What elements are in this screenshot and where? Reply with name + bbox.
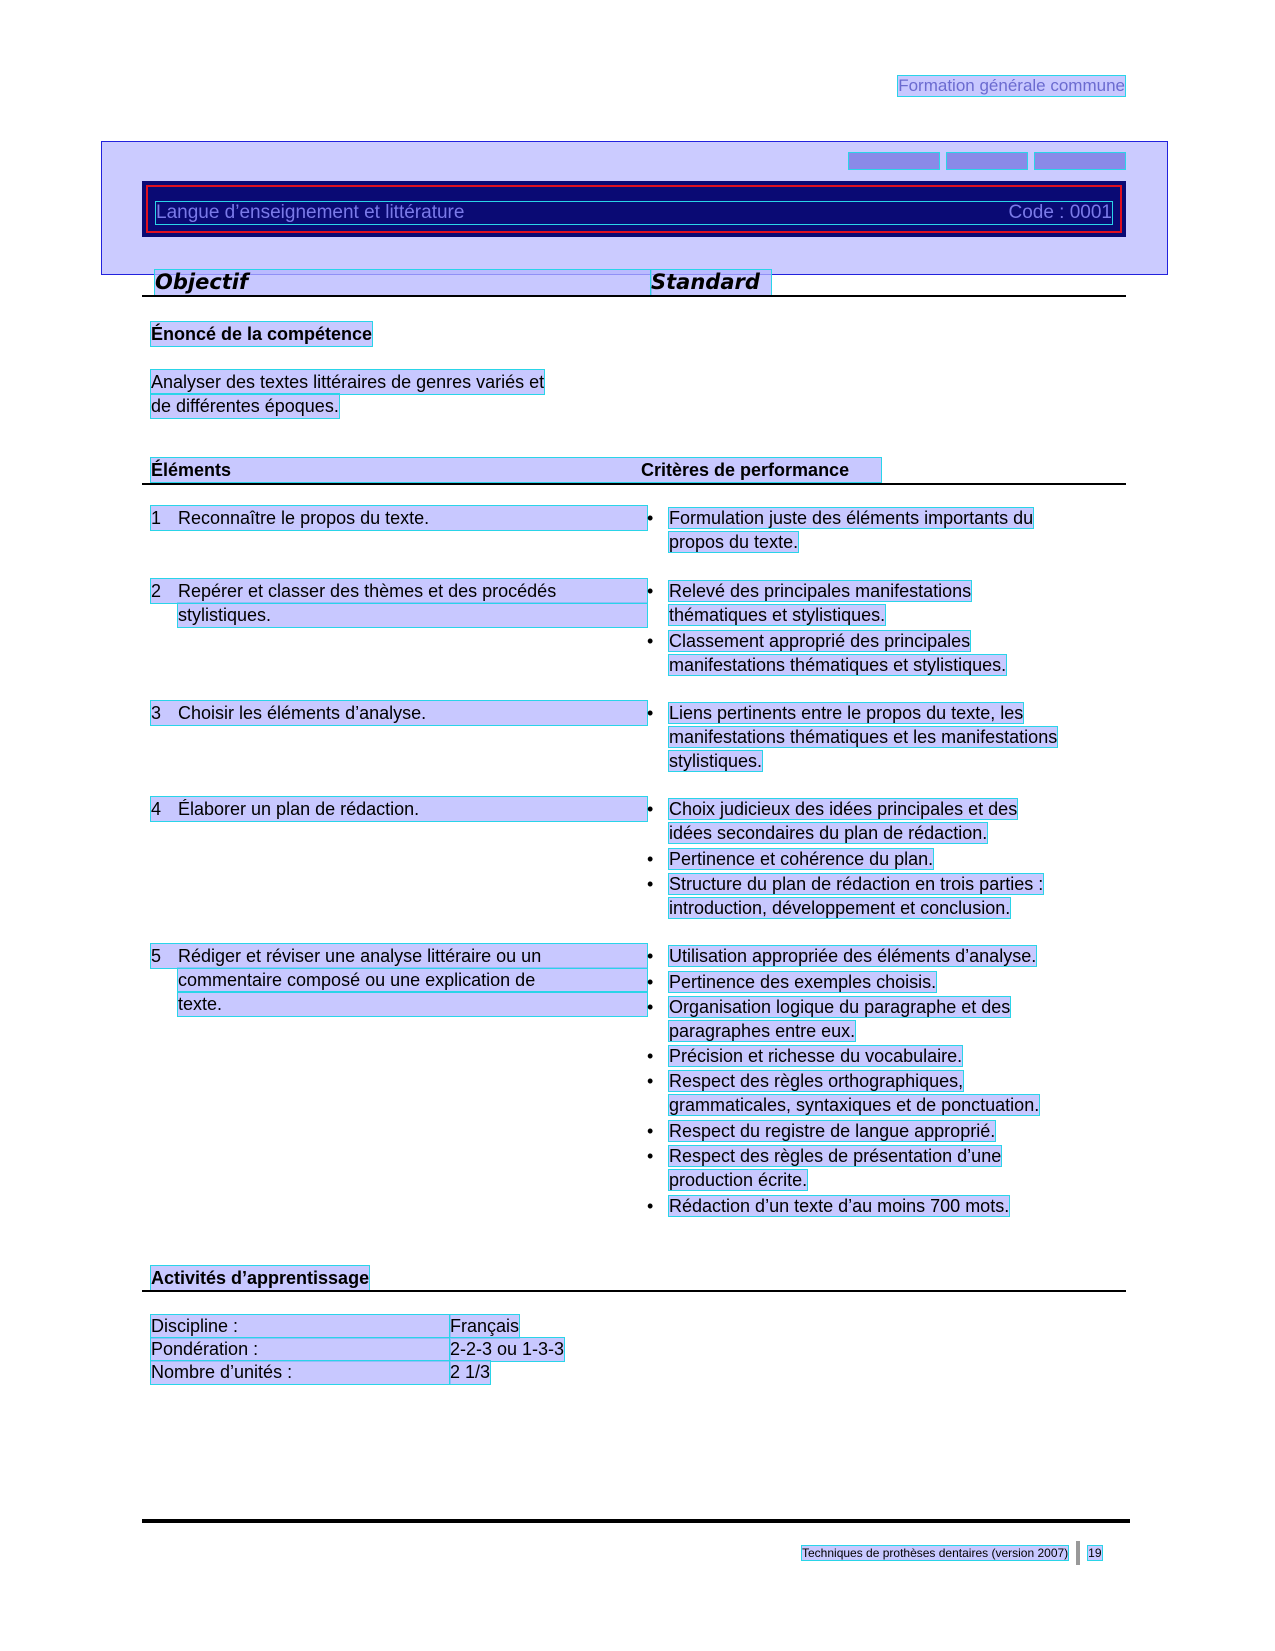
criterion-text: Respect du registre de langue approprié. [669,1121,996,1141]
page-number: 19 [1088,1546,1102,1560]
criterion-text: Rédaction d’un texte d’au moins 700 mots. [669,1196,1010,1216]
column-headings [155,270,771,296]
ponderation-value: 2-2-3 ou 1-3-3 [450,1339,565,1359]
criterion [647,944,1036,968]
criterion [647,970,936,994]
ponderation-label: Pondération : [151,1338,450,1361]
element-item [151,579,647,627]
elements-heading: Éléments [151,460,232,480]
criterion-text: Précision et richesse du vocabulaire. [669,1046,963,1066]
units-label: Nombre d’unités : [151,1361,450,1384]
criterion-text: Respect des règles orthographiques, [669,1071,964,1091]
title-inner-frame [146,185,1122,233]
element-item [151,506,647,530]
criterion-text: Liens pertinents entre le propos du texte, les [669,703,1024,723]
criterion-text: manifestations thématiques et stylistiques. [669,655,1007,675]
element-number: 1 [151,508,162,528]
criterion [647,872,1043,920]
criterion-text: stylistiques. [669,751,763,771]
criterion-text: Pertinence des exemples choisis. [669,972,937,992]
element-number: 5 [151,946,162,966]
title-bar [142,181,1126,237]
criterion [647,579,971,627]
criterion-text: Utilisation appropriée des éléments d’analyse. [669,946,1037,966]
divider [142,483,1126,485]
criterion-text: propos du texte. [669,532,799,552]
header-tab [849,153,939,169]
criterion-text: Organisation logique du paragraphe et des [669,997,1011,1017]
criterion-text: production écrite. [669,1170,808,1190]
header-tabs [849,153,1125,169]
criterion [647,847,933,871]
ponderation-row [151,1338,564,1361]
element-number: 2 [151,581,162,601]
criterion-text: Pertinence et cohérence du plan. [669,849,934,869]
standard-heading: Standard [651,270,771,296]
section-label: Formation générale commune [898,76,1125,95]
element-text: commentaire composé ou une explication de [178,968,647,992]
units-row [151,1361,490,1384]
header-tab [947,153,1027,169]
discipline-label: Discipline : [151,1315,450,1338]
element-number: 3 [151,703,162,723]
element-text: Choisir les éléments d’analyse. [178,703,427,723]
criterion-text: Respect des règles de présentation d’une [669,1146,1002,1166]
criterion-text: grammaticales, syntaxiques et de ponctuation. [669,1095,1040,1115]
criterion [647,1044,962,1068]
element-item [151,701,647,725]
element-text: Rédiger et réviser une analyse littéraire ou un [178,946,542,966]
criterion-text: Formulation juste des éléments importants du [669,508,1034,528]
header-tab [1035,153,1125,169]
discipline-value: Français [450,1316,520,1336]
element-text: Reconnaître le propos du texte. [178,508,430,528]
subject-title: Langue d’enseignement et littérature [156,202,465,223]
activities-heading: Activités d’apprentissage [151,1268,370,1288]
criterion [647,1069,1039,1117]
discipline-row [151,1315,519,1338]
element-item [151,944,647,1016]
criterion-text: thématiques et stylistiques. [669,605,886,625]
criterion [647,1194,1009,1218]
criterion [647,629,1006,677]
criterion-text: Structure du plan de rédaction en trois parties : [669,874,1044,894]
criterion [647,995,1010,1043]
course-code: Code : 0001 [1008,202,1112,223]
footer-program: Techniques de prothèses dentaires (version 2007) [802,1546,1069,1560]
page-footer [802,1541,1102,1565]
criterion [647,506,1033,554]
footer-separator [1076,1541,1080,1565]
criterion-text: paragraphes entre eux. [669,1021,856,1041]
element-item [151,797,647,821]
criterion-text: Classement approprié des principales [669,631,971,651]
criterion-text: Relevé des principales manifestations [669,581,972,601]
competence-heading: Énoncé de la compétence [151,324,373,344]
competence-statement [151,370,544,418]
divider [142,1290,1126,1292]
element-text: Élaborer un plan de rédaction. [178,799,420,819]
units-value: 2 1/3 [450,1362,491,1382]
competence-line: de différentes époques. [151,396,339,416]
criterion-text: Choix judicieux des idées principales et des [669,799,1018,819]
table-header-row [151,458,881,482]
title-row [156,202,1112,224]
criterion [647,701,1057,773]
objective-heading: Objectif [155,270,651,296]
criterion-text: introduction, développement et conclusion. [669,898,1011,918]
criterion [647,797,1017,845]
divider [142,295,1126,297]
element-text: stylistiques. [178,603,647,627]
criterion-text: manifestations thématiques et les manifestations [669,727,1058,747]
competence-line: Analyser des textes littéraires de genres variés et [151,372,545,392]
criterion [647,1144,1001,1192]
criterion [647,1119,995,1143]
element-text: Repérer et classer des thèmes et des procédés [178,581,557,601]
criteria-heading: Critères de performance [641,460,850,480]
footer-divider [142,1519,1130,1523]
element-text: texte. [178,992,647,1016]
criterion-text: idées secondaires du plan de rédaction. [669,823,988,843]
element-number: 4 [151,799,162,819]
